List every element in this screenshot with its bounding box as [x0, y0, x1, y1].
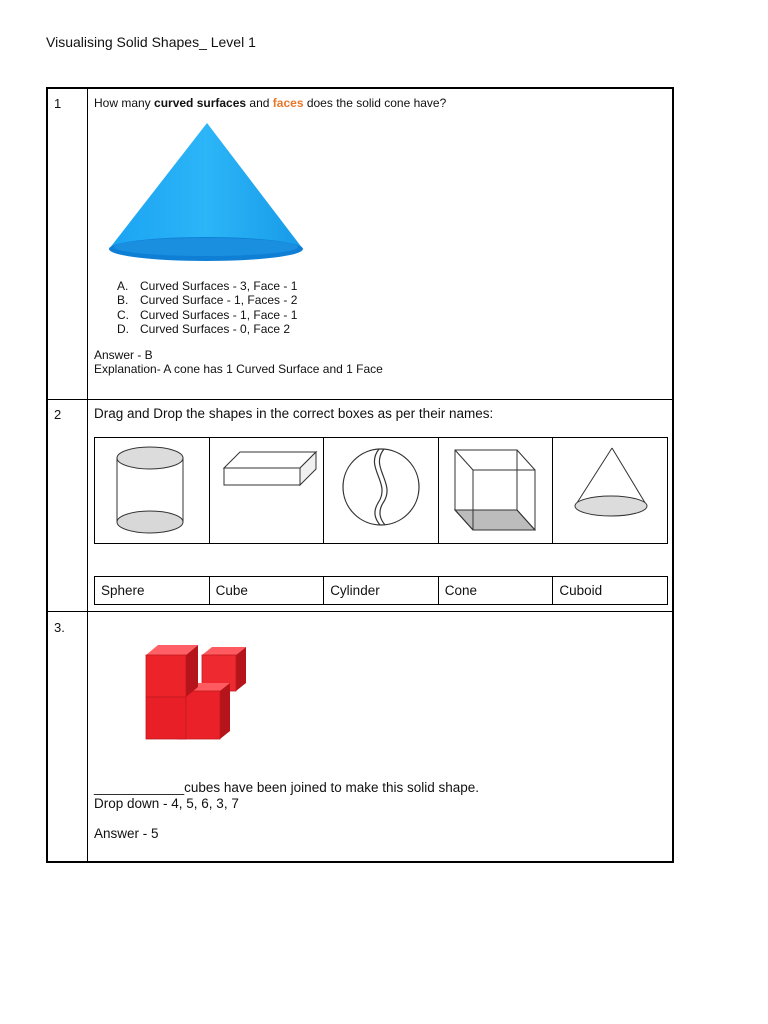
number-column-divider [87, 89, 88, 861]
option-text: Curved Surfaces - 3, Face - 1 [140, 279, 298, 293]
option-letter: C. [117, 307, 129, 322]
option-letter: A. [117, 279, 129, 293]
option-a[interactable] [117, 279, 297, 293]
option-d[interactable] [117, 322, 297, 336]
drop-box-cube[interactable]: Cube [210, 577, 325, 604]
dropdown-options-text: Drop down - 4, 5, 6, 3, 7 [94, 796, 239, 811]
row-divider [48, 399, 672, 400]
question-2-prompt: Drag and Drop the shapes in the correct boxes as per their names: [94, 406, 494, 421]
option-text: Curved Surfaces - 0, Face 2 [140, 321, 291, 336]
question-number: 1 [54, 96, 62, 111]
option-b[interactable] [117, 293, 297, 307]
option-c[interactable] [117, 308, 297, 322]
prompt-text: and [246, 96, 273, 110]
cylinder-icon[interactable] [95, 438, 209, 543]
option-text: Curved Surfaces - 1, Face - 1 [140, 307, 298, 322]
option-letter: B. [117, 293, 129, 308]
shape-cell[interactable] [439, 438, 554, 543]
question-table [46, 87, 674, 863]
shape-cell[interactable] [324, 438, 439, 543]
drop-box-sphere[interactable]: Sphere [95, 577, 210, 604]
row-divider [48, 611, 672, 612]
cuboid-icon[interactable] [210, 438, 324, 543]
shape-image-row [94, 437, 668, 544]
answer-options [117, 279, 297, 336]
answer-text: Answer - B [94, 348, 153, 362]
question-number: 3. [54, 620, 65, 635]
sphere-icon[interactable] [324, 438, 438, 543]
prompt-curved-surfaces: curved surfaces [154, 96, 247, 110]
cone-illustration [106, 119, 306, 264]
prompt-text: does the solid cone have? [303, 96, 447, 110]
drop-box-cone[interactable]: Cone [439, 577, 554, 604]
drop-box-cylinder[interactable]: Cylinder [324, 577, 439, 604]
document-title: Visualising Solid Shapes_ Level 1 [46, 34, 256, 50]
option-letter: D. [117, 321, 129, 336]
question-3-sentence: ____________cubes have been joined to make this solid shape. [94, 780, 480, 795]
question-1-prompt [94, 96, 446, 110]
explanation-text: Explanation- A cone has 1 Curved Surface and 1 Face [94, 362, 383, 376]
option-text: Curved Surface - 1, Faces - 2 [140, 293, 298, 308]
shape-cell[interactable] [210, 438, 325, 543]
answer-text: Answer - 5 [94, 826, 159, 841]
cube-stack-illustration [142, 643, 252, 743]
cube-icon[interactable] [439, 438, 553, 543]
question-number: 2 [54, 407, 62, 422]
cone-icon[interactable] [553, 438, 667, 543]
drop-box-cuboid[interactable]: Cuboid [559, 583, 603, 598]
shape-cell[interactable] [95, 438, 210, 543]
shape-cell[interactable] [553, 438, 667, 543]
shape-name-row [94, 576, 668, 605]
prompt-text: How many [94, 96, 155, 110]
prompt-faces: faces [272, 96, 304, 110]
